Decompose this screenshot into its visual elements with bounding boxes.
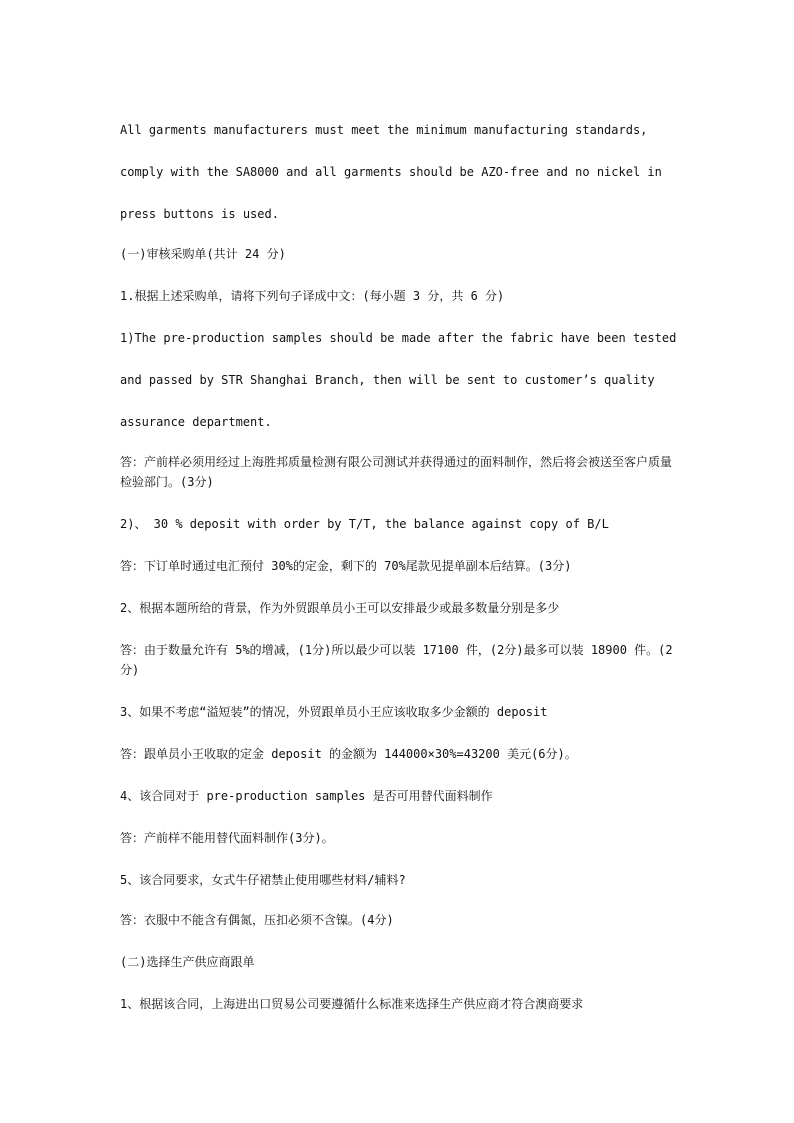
english-intro-line-1: All garments manufacturers must meet the minimum manufacturing standards,: [120, 123, 648, 137]
answer-4: 答：产前样不能用替代面料制作(3分)。: [120, 831, 334, 845]
english-intro-line-2: comply with the SA8000 and all garments should be AZO-free and no nickel in: [120, 165, 662, 179]
question-1-sentence-1-line-3: assurance department.: [120, 415, 272, 429]
question-1-sentence-1-line-2: and passed by STR Shanghai Branch, then will be sent to customer’s quality: [120, 373, 655, 387]
question-5: 5、该合同要求，女式牛仔裙禁止使用哪些材料/辅料?: [120, 873, 406, 887]
section1-heading: (一)审核采购单(共计 24 分): [120, 247, 286, 261]
answer-2: 答：由于数量允许有 5%的增减，(1分)所以最少可以装 17100 件，(2分)最多可以装 18900 件。(2分): [120, 643, 673, 677]
section2-question-1: 1、根据该合同，上海进出口贸易公司要遵循什么标准来选择生产供应商才符合澳商要求: [120, 997, 584, 1011]
question-1-sentence-2: 2)、 30 % deposit with order by T/T, the balance against copy of B/L: [120, 517, 609, 531]
question-4: 4、该合同对于 pre-production samples 是否可用替代面料制作: [120, 789, 493, 803]
answer-5: 答：衣服中不能含有偶氮，压扣必须不含镍。(4分): [120, 913, 394, 927]
answer-1-2: 答：下订单时通过电汇预付 30%的定金，剩下的 70%尾款见提单副本后结算。(3分): [120, 559, 572, 573]
question-1-sentence-1-line-1: 1)The pre-production samples should be made after the fabric have been tested: [120, 331, 677, 345]
question-3: 3、如果不考虑“溢短装”的情况，外贸跟单员小王应该收取多少金额的 deposit: [120, 705, 548, 719]
section2-heading: (二)选择生产供应商跟单: [120, 955, 255, 969]
answer-3: 答：跟单员小王收取的定金 deposit 的金额为 144000×30%=43200 美元(6分)。: [120, 747, 577, 761]
answer-1-1: 答：产前样必须用经过上海胜邦质量检测有限公司测试并获得通过的面料制作，然后将会被送至客户质量检验部门。(3分): [120, 455, 673, 489]
english-intro-line-3: press buttons is used.: [120, 207, 279, 221]
question-2: 2、根据本题所给的背景，作为外贸跟单员小王可以安排最少或最多数量分别是多少: [120, 601, 560, 615]
question-1: 1.根据上述采购单，请将下列句子译成中文：(每小题 3 分，共 6 分): [120, 289, 505, 303]
